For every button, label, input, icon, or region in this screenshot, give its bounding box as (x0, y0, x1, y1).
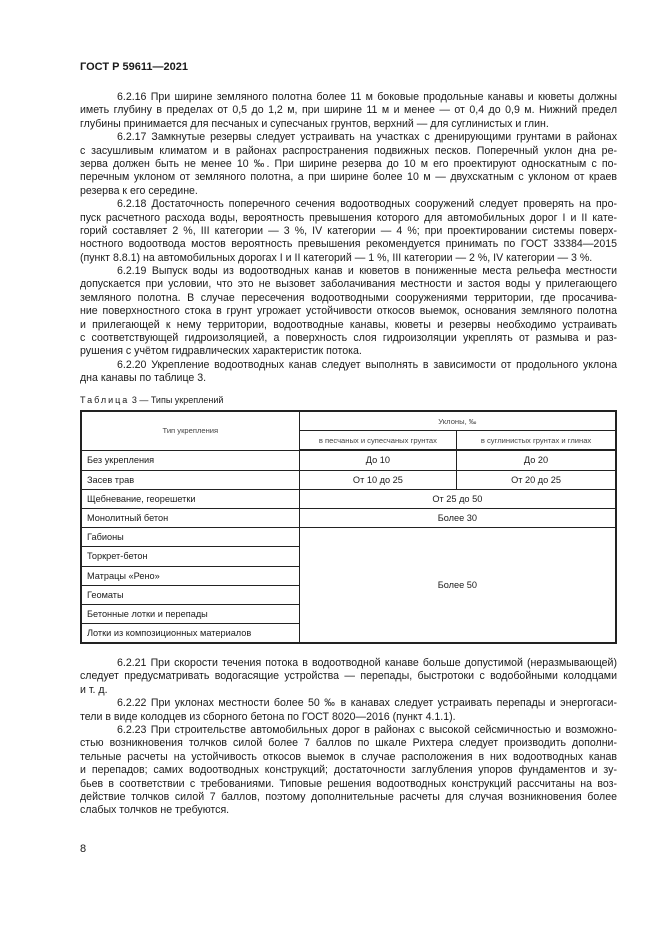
group-value: Более 50 (299, 528, 616, 644)
paragraph-line: 6.2.17 Замкнутые резервы следует устраивать на участках с дренирующими грунтами в районах (117, 131, 617, 144)
body-text-top (80, 91, 617, 386)
paragraph-line: зерва должен быть не менее 10 ‰. При ширине резерва до 10 м его проектируют односкатным с по- (80, 157, 617, 170)
paragraph-line: (пункт 8.8.1) на автомобильных дорогах I и II категорий — 1 %, III категории — 2 %, IV категории — 3 %. (80, 251, 593, 264)
paragraph-line: ностного водоотвода мостов вероятность превышения рекомендуется принимать по ГОСТ 33384—2015 (80, 238, 617, 251)
paragraph-line: и прилегающей к нему территории, водоотводные канавы, кюветы и резервы необходимо устраивать (80, 318, 617, 331)
header-type: Тип укрепления (81, 411, 299, 450)
document-header: ГОСТ Р 59611—2021 (80, 61, 188, 73)
paragraph-line: перечным уклоном от земляного полотна, а при ширине более 10 м — двухскатным с уклоном от краев (80, 171, 617, 184)
paragraph-line: тельные расчеты на устойчивость откосов выемок в случае расположения в них водоотводных канав (80, 750, 617, 763)
paragraph-line: 6.2.18 Достаточность поперечного сечения водоотводных сооружений следует проверять на про- (117, 198, 617, 211)
table-row: Геоматы (81, 585, 616, 604)
table-row: Торкрет-бетон (81, 547, 616, 566)
paragraph-line: дна канавы по таблице 3. (80, 372, 207, 385)
paragraph-line: с соответствующей гидроизоляцией, а поверхность слоя гидроизоляции укреплять от размыва и раз- (80, 332, 617, 345)
paragraph-line: и т. д. (80, 683, 108, 696)
paragraph-line: 6.2.19 Выпуск воды из водоотводных канав и кюветов в пониженные места рельефа местности (117, 265, 617, 278)
paragraph-line: 6.2.16 При ширине земляного полотна более 11 м боковые продольные канавы и кюветы должны (117, 91, 617, 103)
paragraph-line: действие толчков силой 7 баллов, поэтому дополнительные расчеты для случая возникновения более (80, 790, 617, 803)
paragraph-line: следует предусматривать водогасящие устройства — перепады, быстротоки с водобойными колодцами (80, 670, 617, 683)
paragraph-line: 6.2.23 При строительстве автомобильных дорог в районах с высокой сейсмичностью и возможно- (117, 723, 617, 736)
table-row: Без укрепления До 10 До 20 (81, 450, 616, 470)
paragraph-line: резерва к его середине. (80, 184, 198, 197)
header-sand: в песчаных и супесчаных грунтах (299, 431, 456, 451)
paragraph-line: допускается при условии, что это не вызовет заболачивания местности и застоя воды у прилегающего (80, 278, 617, 291)
paragraph-line: 6.2.21 При скорости течения потока в водоотводной канаве больше допустимой (неразмывающей) (117, 657, 617, 669)
paragraph-line: с засушливым климатом и в районах распространения подвижных песков. Поперечный уклон дна ре- (80, 144, 617, 157)
paragraph-line: рушения с учётом гидравлических характеристик потока. (80, 345, 362, 358)
header-clay: в суглинистых грунтах и глинах (457, 431, 616, 451)
paragraph-line: горий составляет 2 %, III категории — 3 %, IV категории — 4 %; при проектировании системы поверх- (80, 224, 617, 237)
reinforcement-types-table (80, 410, 617, 644)
header-slopes: Уклоны, ‰ (299, 411, 616, 431)
table-row: Щебневание, георешетки От 25 до 50 (81, 489, 616, 508)
body-text-bottom (80, 657, 617, 818)
table-row: Габионы Более 50 (81, 528, 616, 547)
paragraph-line: 6.2.22 При уклонах местности более 50 ‰ в канавах следует устраивать перепады и энергогаси- (117, 697, 617, 710)
paragraph-line: пуск расчетного расхода воды, вероятность превышения которого для автомобильных дорог I и II кате- (80, 211, 617, 224)
paragraph-line: тели в виде колодцев из сборного бетона по ГОСТ 8020—2016 (пункт 4.1.1). (80, 710, 456, 723)
table-row: Матрацы «Рено» (81, 566, 616, 585)
paragraph-line: ние поверхностного стока в грунт угрожает устойчивости откосов выемок, основания земляного полотна (80, 305, 617, 318)
page-number: 8 (80, 843, 87, 855)
paragraph-line: глубины принимается для песчаных и супесчаных грунтов, верхний — для суглинистых и глин. (80, 117, 549, 130)
table-row: Монолитный бетон Более 30 (81, 508, 616, 527)
table-row: Бетонные лотки и перепады (81, 604, 616, 623)
paragraph-line: земляного полотна. В случае пересечения водоотводными сооружениями территории, где просачива- (80, 291, 617, 304)
paragraph-line: бьев в соответствии с требованиями. Типовые решения водоотводных конструкций рассчитаны на воз- (80, 777, 617, 790)
paragraph-line: и перепадов; самих водоотводных конструкций; достаточности заглубления упоров фундаментов и зу- (80, 764, 617, 777)
paragraph-line: 6.2.20 Укрепление водоотводных канав следует выполнять в зависимости от продольного уклона (117, 358, 617, 371)
paragraph-line: слабых толчков не требуются. (80, 804, 230, 817)
table-caption: Таблица 3 — Типы укреплений (80, 395, 224, 405)
paragraph-line: иметь глубину в пределах от 0,5 до 1,2 м, при ширине 11 м и менее — от 0,4 до 0,9 м. Нижний предел (80, 104, 617, 117)
table-row: Засев трав От 10 до 25 От 20 до 25 (81, 470, 616, 489)
table-row: Лотки из композиционных материалов (81, 624, 616, 644)
paragraph-line: стью возникновения толчков силой более 7 баллов по шкале Рихтера следует производить дополни- (80, 737, 617, 750)
